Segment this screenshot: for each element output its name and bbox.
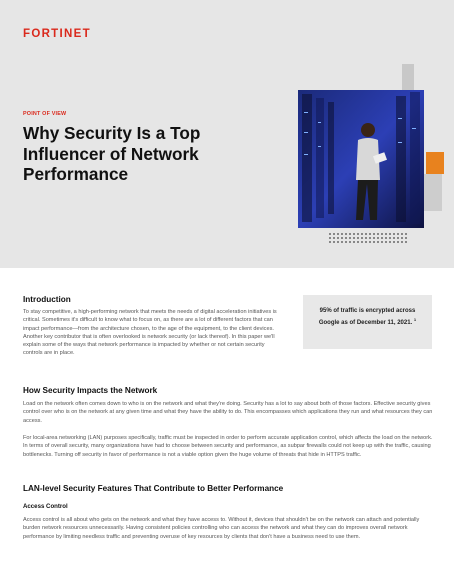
document-body xyxy=(0,268,454,566)
callout-text xyxy=(303,307,432,327)
stat-callout xyxy=(303,295,432,349)
lan-heading: LAN-level Security Features That Contribute to Better Performance xyxy=(23,484,284,493)
kicker-label: POINT OF VIEW xyxy=(23,111,67,117)
page-title: Why Security Is a Top Influencer of Network Performance xyxy=(23,123,201,184)
intro-heading: Introduction xyxy=(23,295,71,304)
deco-block-top xyxy=(402,64,414,90)
hero-banner xyxy=(0,0,454,268)
intro-paragraph: To stay competitive, a high-performing network that meets the needs of digital acceleration initiatives is critical. Sometimes it's difficult to know what to focus on, as there are a lot of different factors that can impact performance—from the architecture chosen, to the age of the equipment, to the client devices. Another key contributor that is often overlooked is network security (or lack thereof). In this paper we'll explain some of the ways that network performance is impacted by whether or not certain security controls are in place. xyxy=(23,309,277,357)
impacts-paragraph-1: Load on the network often comes down to who is on the network and what they're doing. Security has a lot to say about both of those factors. Effective security gives control over who is on the network at any given time and what they have the ability to do. This encompasses which applications they run and what resources they can access. xyxy=(23,401,433,424)
access-control-paragraph: Access control is all about who gets on the network and what they have access to. Without it, devices that shouldn't be on the network can attach and potentially burden network resources unnecessarily. Having consistent policies controlling who can access the network and what they can do improves overall network performance by limiting needless traffic and preventing overuse of key resources by clients that don't have a business need to use them. xyxy=(23,517,420,540)
logo-text: FORTINET xyxy=(23,28,91,40)
impacts-heading: How Security Impacts the Network xyxy=(23,386,158,395)
access-control-subheading: Access Control xyxy=(23,503,68,510)
impacts-paragraph-2: For local-area networking (LAN) purposes specifically, traffic must be inspected in order to perform accurate application control, which affects the load on the network. In terms of overall security, many organizations have had to choose between security and performance, as subpar firewalls could not keep up with the traffic, causing bottlenecks. Turning off security in favor of performance is not a viable option given the huge volume of threats that hide in HTTPS traffic. xyxy=(23,435,433,458)
orange-accent xyxy=(426,152,444,174)
callout-stat: 95% of traffic is encrypted across Google as of December 11, 2021. xyxy=(318,308,416,326)
dot-pattern xyxy=(329,233,407,243)
hero-photo xyxy=(296,62,444,248)
fortinet-logo xyxy=(23,26,113,40)
callout-footnote: 1 xyxy=(413,316,417,322)
deco-block-right xyxy=(422,174,442,211)
